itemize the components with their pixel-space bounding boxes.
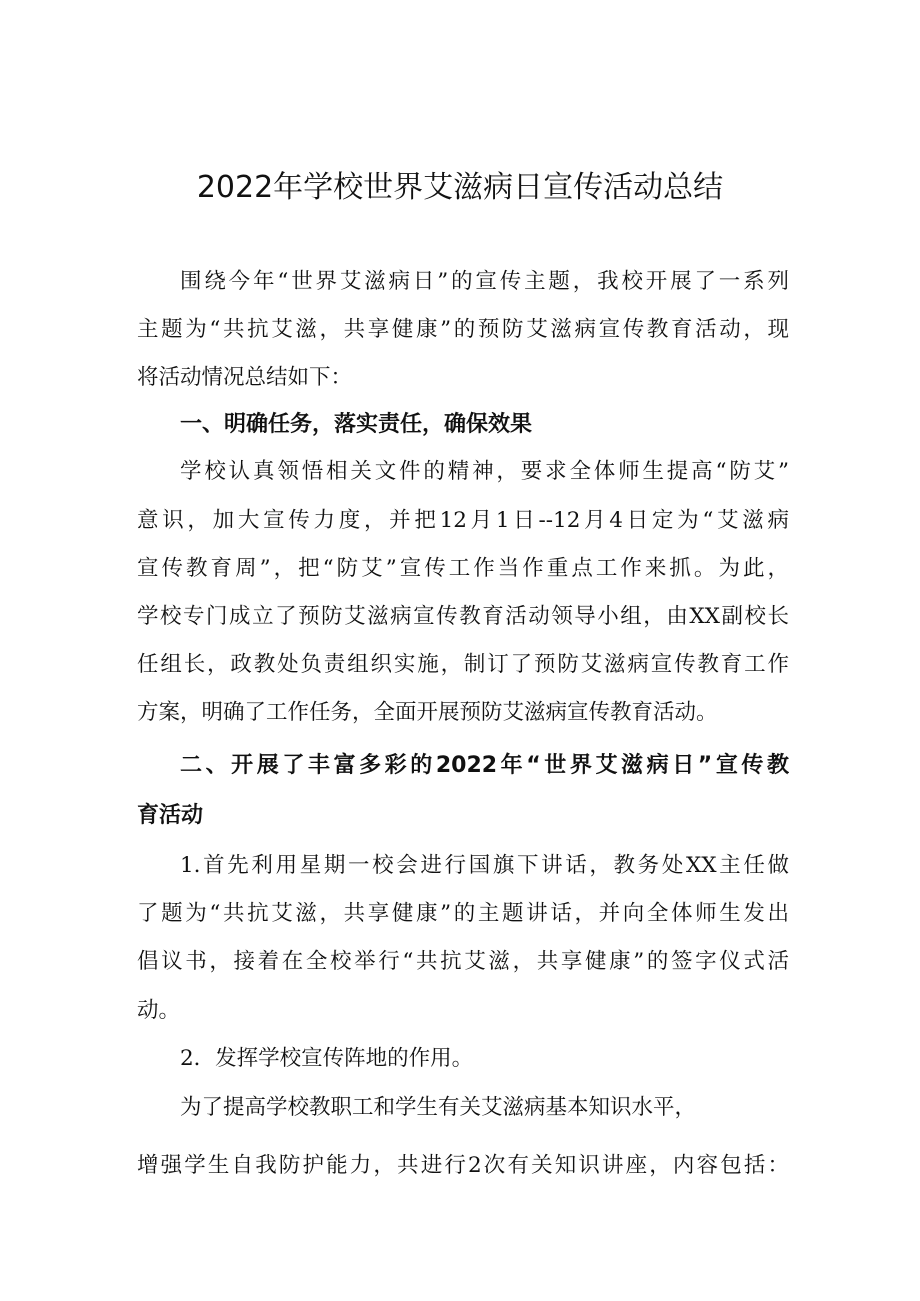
body-text-line: 了题为“共抗艾滋，共享健康”的主题讲话，并向全体师生发出 <box>137 901 789 926</box>
body-text-line: 将活动情况总结如下： <box>137 365 353 390</box>
body-text-line: 方案，明确了工作任务，全面开展预防艾滋病宣传教育活动。 <box>137 700 718 725</box>
body-text-line: 任组长，政教处负责组织实施，制订了预防艾滋病宣传教育工作 <box>137 652 789 677</box>
body-text-line: 为了提高学校教职工和学生有关艾滋病基本知识水平， <box>180 1095 697 1120</box>
body-text-line: 倡议书，接着在全校举行“共抗艾滋，共享健康”的签字仪式活 <box>137 949 789 974</box>
body-text-line: 增强学生自我防护能力，共进行2次有关知识讲座，内容包括： <box>137 1153 789 1178</box>
body-text-line: 意识，加大宣传力度，并把12月1日--12月4日定为“艾滋病 <box>137 508 789 533</box>
body-text-line: 1.首先利用星期一校会进行国旗下讲话，教务处XX主任做 <box>180 853 789 878</box>
body-text-line: 宣传教育周”，把“防艾”宣传工作当作重点工作来抓。为此， <box>137 556 789 581</box>
body-text-line: 主题为“共抗艾滋，共享健康”的预防艾滋病宣传教育活动，现 <box>137 317 789 342</box>
section-heading: 二、开展了丰富多彩的2022年“世界艾滋病日”宣传教 <box>180 753 789 778</box>
body-text-line: 动。 <box>137 998 181 1023</box>
body-text-line: 2．发挥学校宣传阵地的作用。 <box>180 1046 474 1071</box>
section-heading: 一、明确任务，落实责任，确保效果 <box>180 412 533 437</box>
body-text-line: 围绕今年“世界艾滋病日”的宣传主题，我校开展了一系列 <box>180 269 789 294</box>
body-text-line: 学校认真领悟相关文件的精神，要求全体师生提高“防艾” <box>180 459 789 484</box>
document-title: 2022年学校世界艾滋病日宣传活动总结 <box>196 170 724 205</box>
body-text-line: 学校专门成立了预防艾滋病宣传教育活动领导小组，由XX副校长 <box>137 604 789 629</box>
section-heading: 育活动 <box>137 803 204 828</box>
